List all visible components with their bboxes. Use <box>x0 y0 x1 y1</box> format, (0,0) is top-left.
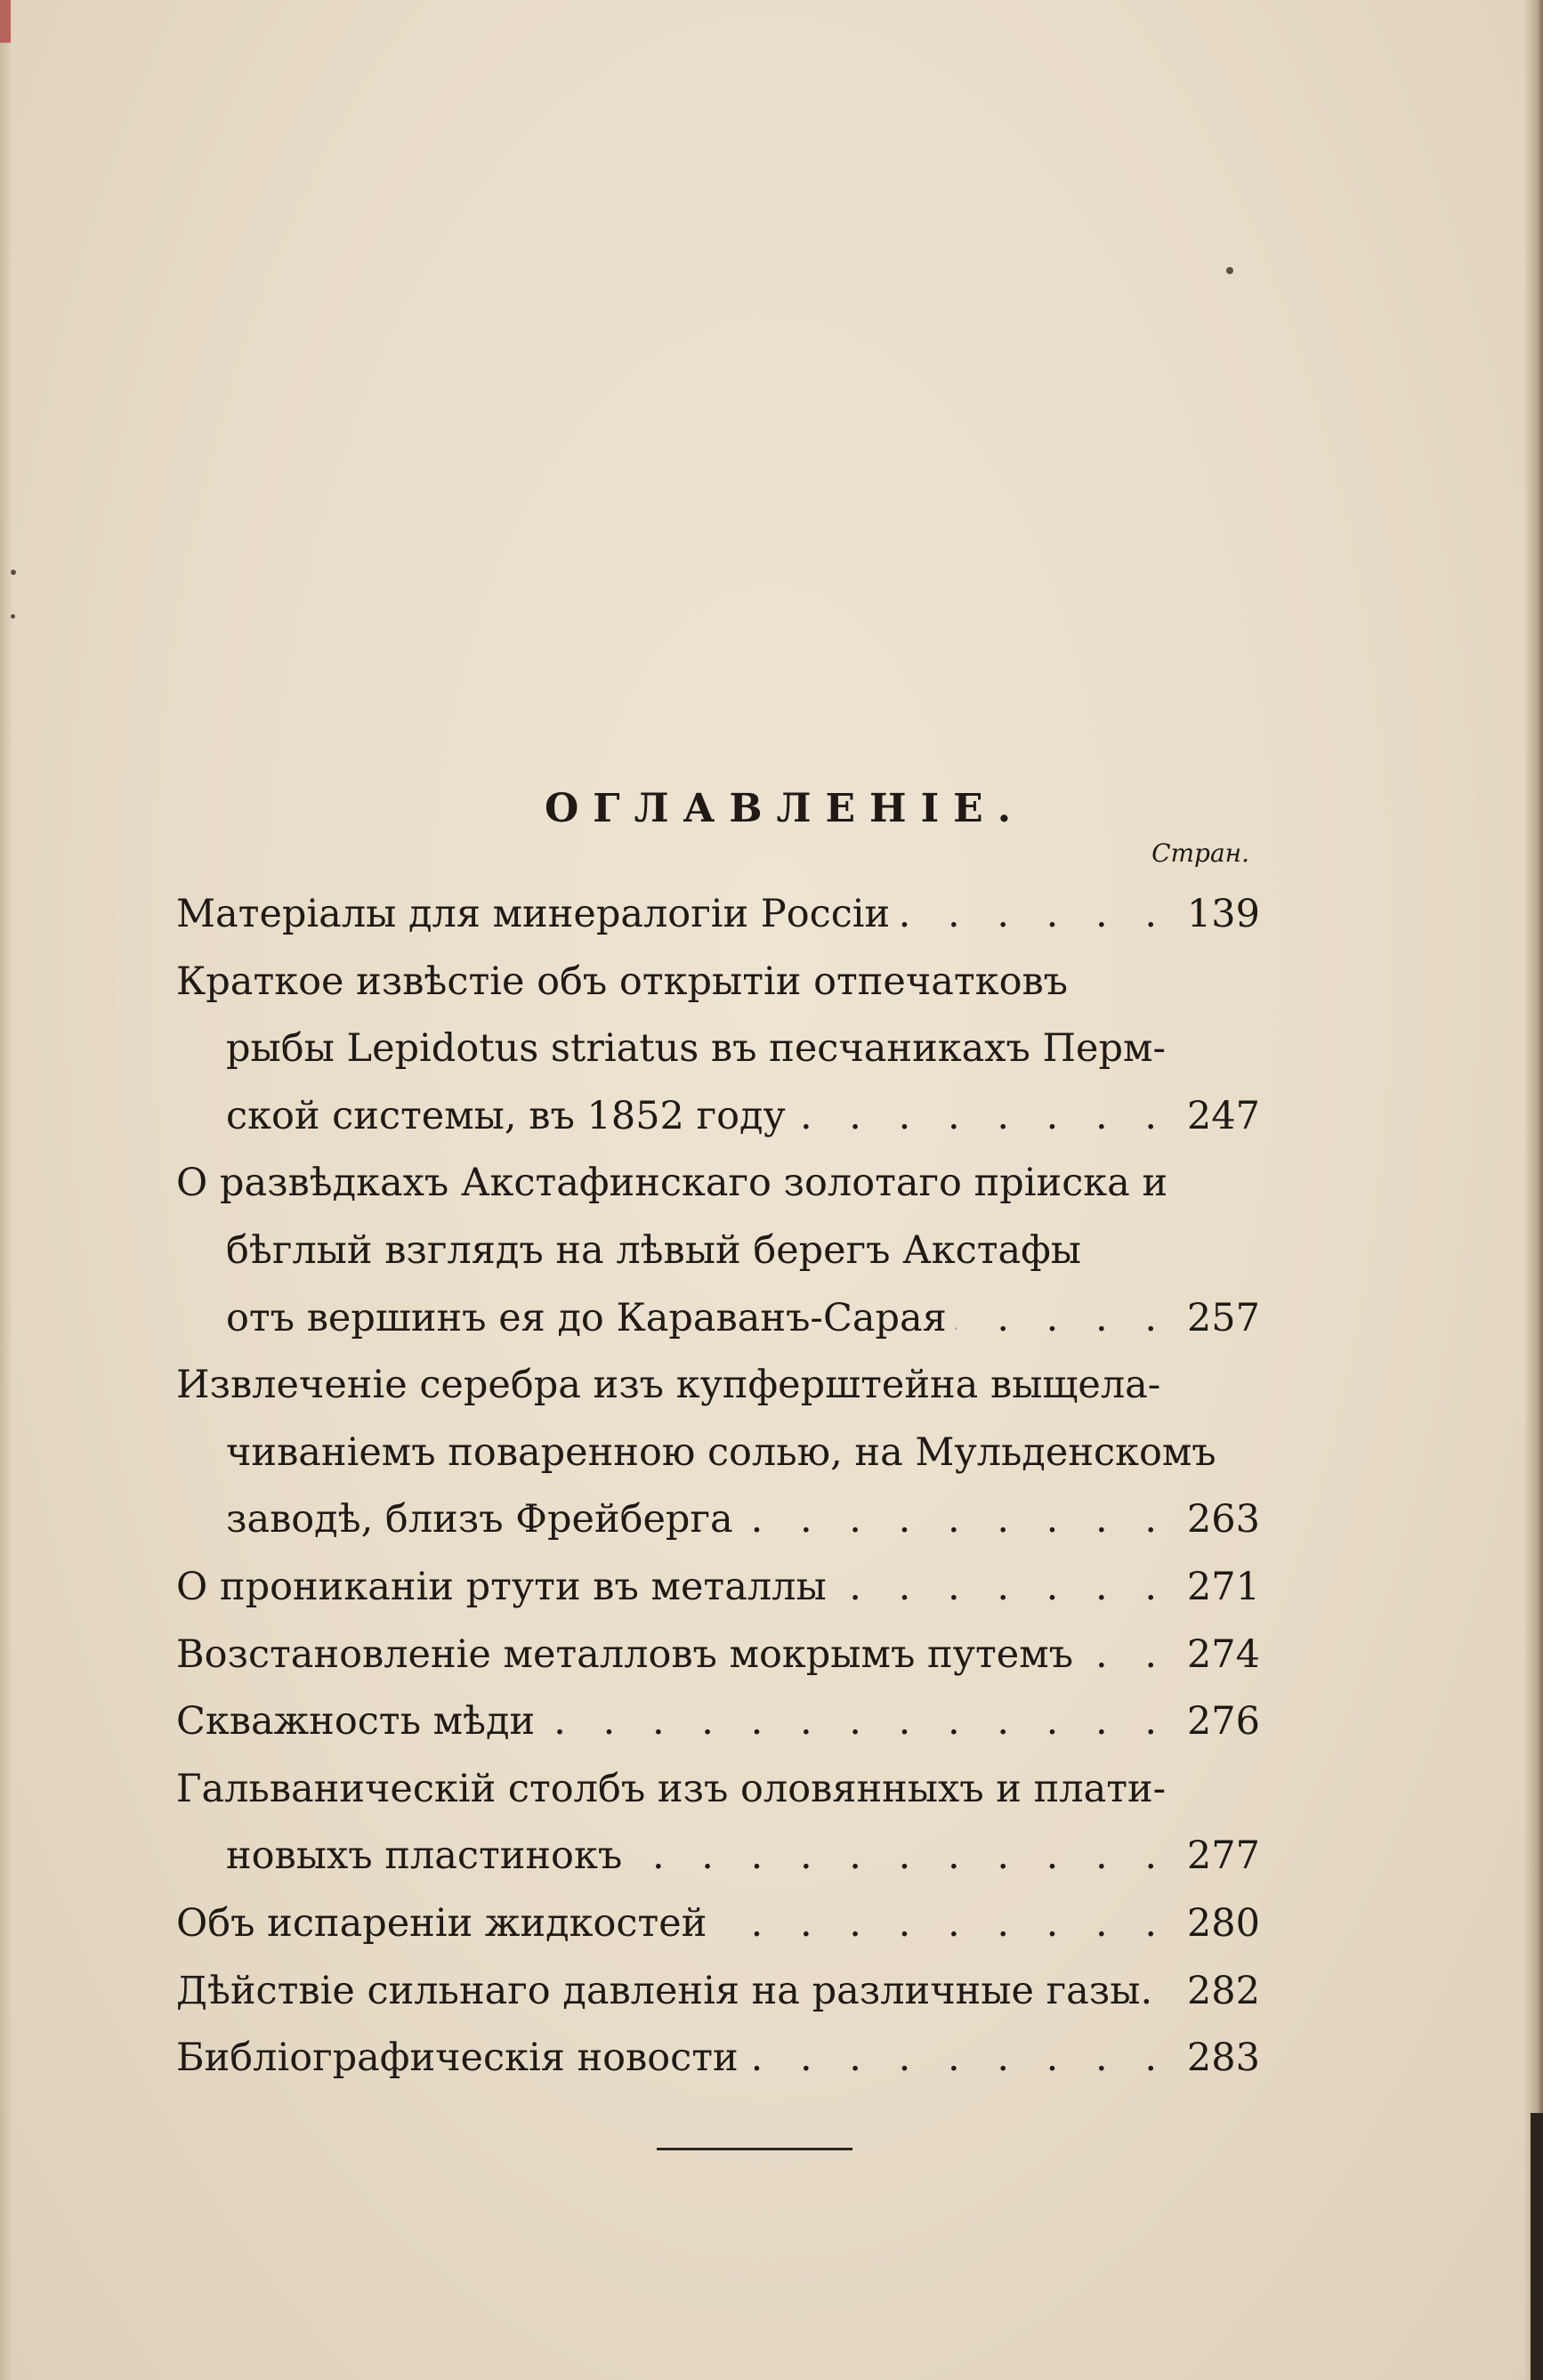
toc-page-number: 263 <box>1186 1497 1260 1542</box>
toc-line <box>176 1622 1260 1689</box>
toc-page-number: 282 <box>1186 1968 1260 2013</box>
toc-line <box>176 1554 1260 1622</box>
toc-line <box>176 881 1260 949</box>
toc-entry-text: Матеріалы для минералогіи Россіи <box>176 892 891 936</box>
toc-entry-text: Извлеченіе серебра изъ купферштейна выщела- <box>176 1363 1161 1408</box>
toc-entry-text: новыхъ пластинокъ <box>226 1834 623 1879</box>
toc-entry-text: Краткое извѣстіе объ открытіи отпечатковъ <box>176 959 1069 1004</box>
paper-speck <box>11 614 15 619</box>
dot-leader <box>631 1823 1169 1890</box>
toc-entry-text: Дѣйствіе сильнаго давленія на различные газы. <box>176 1968 1153 2013</box>
closing-rule <box>657 2148 852 2150</box>
toc-line <box>176 1756 1260 1824</box>
toc-line <box>176 1688 1260 1756</box>
toc-entry-text: Скважность мѣди <box>176 1699 536 1745</box>
toc-line <box>176 1016 1260 1083</box>
toc-line <box>176 949 1260 1016</box>
toc-line <box>176 1218 1260 1285</box>
dot-leader <box>544 1688 1169 1756</box>
toc-line <box>176 1958 1260 2026</box>
toc-page-number: 277 <box>1186 1834 1260 1879</box>
toc-page-number: 271 <box>1186 1564 1260 1609</box>
toc-line <box>176 2025 1260 2093</box>
dot-leader <box>1161 1958 1169 2026</box>
dot-leader <box>747 2025 1169 2093</box>
toc-line <box>176 1420 1260 1487</box>
toc-line <box>176 1083 1260 1151</box>
toc-entry-text: рыбы Lepidotus striatus въ песчаникахъ Перм- <box>226 1026 1166 1072</box>
toc-entry-text: Библіографическія новости <box>176 2036 739 2081</box>
toc-entry-text: О развѣдкахъ Акстафинскаго золотаго пріиска и <box>176 1161 1168 1206</box>
binding-shadow <box>1531 2113 1543 2380</box>
toc-page-number: 283 <box>1186 2036 1260 2081</box>
paper-speck <box>11 570 16 575</box>
dot-leader <box>795 1083 1169 1151</box>
corner-tab <box>0 0 11 43</box>
paper-edge-right <box>1523 0 1543 2380</box>
toc-page-number: 247 <box>1186 1093 1260 1138</box>
toc-line <box>176 1486 1260 1554</box>
toc-line <box>176 1285 1260 1353</box>
toc-entry-text: О проникaніи ртути въ металлы <box>176 1564 827 1609</box>
toc-entry-text: отъ вершинъ ея до Караванъ-Сарая <box>226 1295 947 1340</box>
toc-line <box>176 1890 1260 1958</box>
toc-entry-text: бѣглый взглядъ на лѣвый берегъ Акстафы <box>226 1227 1082 1273</box>
page-column-label: Стран. <box>1151 838 1249 868</box>
dot-leader <box>899 881 1169 949</box>
toc-page-number: 139 <box>1186 892 1260 936</box>
toc-page-number: 276 <box>1186 1699 1260 1745</box>
dot-leader <box>836 1554 1169 1622</box>
toc-line <box>176 1150 1260 1218</box>
paper-edge-left <box>0 0 12 2380</box>
page-title: ОГЛАВЛЕНІЕ. <box>544 786 1026 831</box>
toc-line <box>176 1823 1260 1890</box>
dot-leader <box>956 1285 1169 1353</box>
toc-page-number: 274 <box>1186 1631 1260 1677</box>
toc-entry-text: заводѣ, близъ Фрейберга <box>226 1497 733 1542</box>
toc-entry-text: Объ испареніи жидкостей <box>176 1900 707 1946</box>
toc-entry-text: Возстановленіе металловъ мокрымъ путемъ <box>176 1631 1074 1677</box>
paper-speck <box>1226 267 1233 274</box>
toc-page-number: 257 <box>1186 1295 1260 1340</box>
toc-page-number: 280 <box>1186 1900 1260 1946</box>
toc-entry-text: Гальваническій столбъ изъ оловянныхъ и плати- <box>176 1766 1167 1811</box>
dot-leader <box>742 1486 1169 1554</box>
dot-leader <box>715 1890 1169 1958</box>
dot-leader <box>1082 1622 1169 1689</box>
toc-entry-text: ской системы, въ 1852 году <box>226 1093 786 1138</box>
toc-entry-text: чиваніемъ поваренною солью, на Мульденскомъ <box>226 1429 1216 1475</box>
toc-line <box>176 1352 1260 1420</box>
table-of-contents <box>176 881 1260 2093</box>
